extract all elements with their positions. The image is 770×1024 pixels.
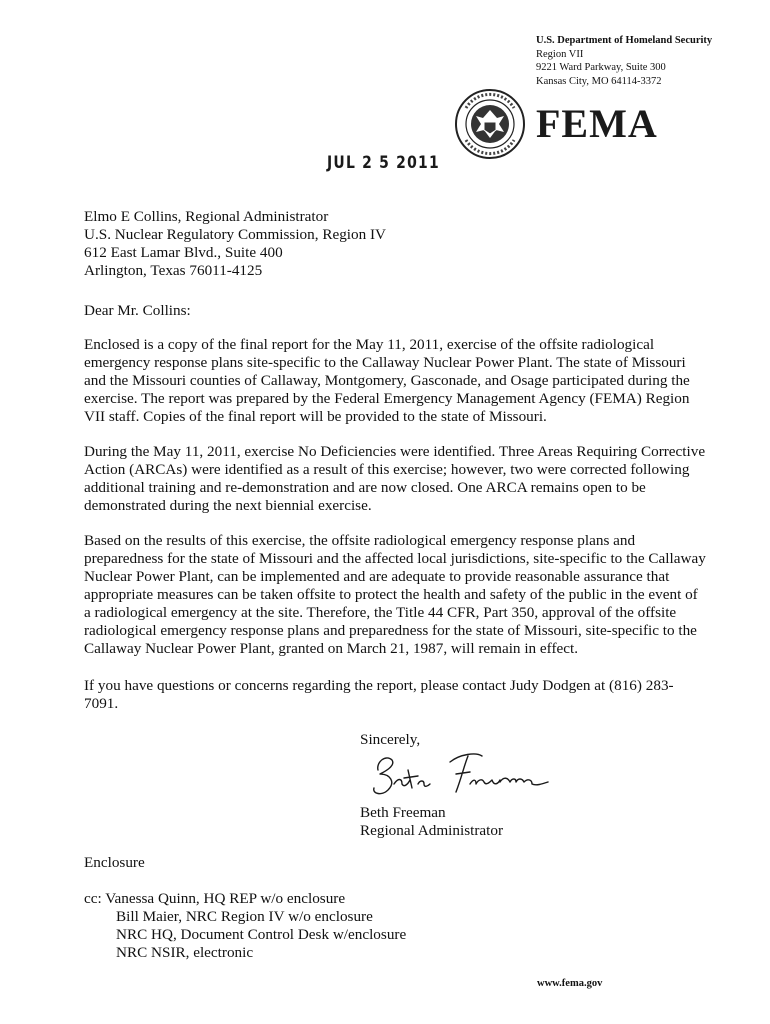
signer-block bbox=[360, 804, 503, 840]
cc-list bbox=[84, 890, 406, 962]
recipient-address bbox=[84, 208, 386, 280]
dhs-seal-icon bbox=[454, 88, 526, 160]
agency-address-block bbox=[536, 34, 712, 88]
closing: Sincerely, bbox=[360, 731, 421, 748]
body-paragraph-2: During the May 11, 2011, exercise No Deficiencies were identified. Three Areas Requiring Corrective Action (ARCAs) were identified as a result of this exercise; however, two were corrected following additional training and re-demonstration and are now closed. One ARCA remains open to be demonstrated during the next biennial exercise. bbox=[84, 443, 706, 514]
agency-city: Kansas City, MO 64114-3372 bbox=[536, 75, 662, 87]
agency-region: Region VII bbox=[536, 48, 584, 60]
fema-logo: FEMA bbox=[536, 101, 658, 146]
recipient-line: U.S. Nuclear Regulatory Commission, Region IV bbox=[84, 226, 387, 243]
body-paragraph-4: If you have questions or concerns regarding the report, please contact Judy Dodgen at (816) 283-7091. bbox=[84, 677, 674, 712]
footer-url: www.fema.gov bbox=[537, 978, 603, 989]
date-stamp: JUL 2 5 2011 bbox=[327, 153, 440, 173]
agency-street: 9221 Ward Parkway, Suite 300 bbox=[536, 62, 666, 73]
body-paragraph-3: Based on the results of this exercise, the offsite radiological emergency response plans and preparedness for the state of Missouri and the affected local jurisdictions, site-specific to the Callaway Nuclear Power Plant, can be implemented and are adequate to provide reasonable assurance that appropriate measures can be taken offsite to protect the health and safety of the public in the event of a radiological emergency at the site. Therefore, the Title 44 CFR, Part 350, approval of the offsite radiological emergency response plans and preparedness for the state of Missouri, site-specific to the Callaway Nuclear Power Plant, granted on March 21, 1987, will remain in effect. bbox=[84, 532, 706, 657]
cc-line: Bill Maier, NRC Region IV w/o enclosure bbox=[116, 908, 373, 925]
handwritten-signature bbox=[364, 744, 564, 802]
agency-department: U.S. Department of Homeland Security bbox=[536, 35, 713, 46]
salutation: Dear Mr. Collins: bbox=[84, 302, 191, 319]
body-paragraph-1: Enclosed is a copy of the final report for the May 11, 2011, exercise of the offsite radiological emergency response plans site-specific to the Callaway Nuclear Power Plant. The state of Missouri and the Missouri counties of Callaway, Montgomery, Gasconade, and Osage participated during the exercise. The report was prepared by the Federal Emergency Management Agency (FEMA) Region VII staff. Copies of the final report will be provided to the state of Missouri. bbox=[84, 336, 690, 425]
enclosure-label: Enclosure bbox=[84, 854, 145, 871]
recipient-line: Arlington, Texas 76011-4125 bbox=[84, 262, 263, 279]
cc-line: cc: Vanessa Quinn, HQ REP w/o enclosure bbox=[84, 890, 346, 907]
signer-name: Beth Freeman bbox=[360, 804, 446, 821]
cc-line: NRC HQ, Document Control Desk w/enclosure bbox=[116, 926, 407, 943]
recipient-line: 612 East Lamar Blvd., Suite 400 bbox=[84, 244, 283, 261]
cc-line: NRC NSIR, electronic bbox=[116, 944, 254, 961]
recipient-line: Elmo E Collins, Regional Administrator bbox=[84, 208, 329, 225]
signer-title: Regional Administrator bbox=[360, 822, 503, 839]
